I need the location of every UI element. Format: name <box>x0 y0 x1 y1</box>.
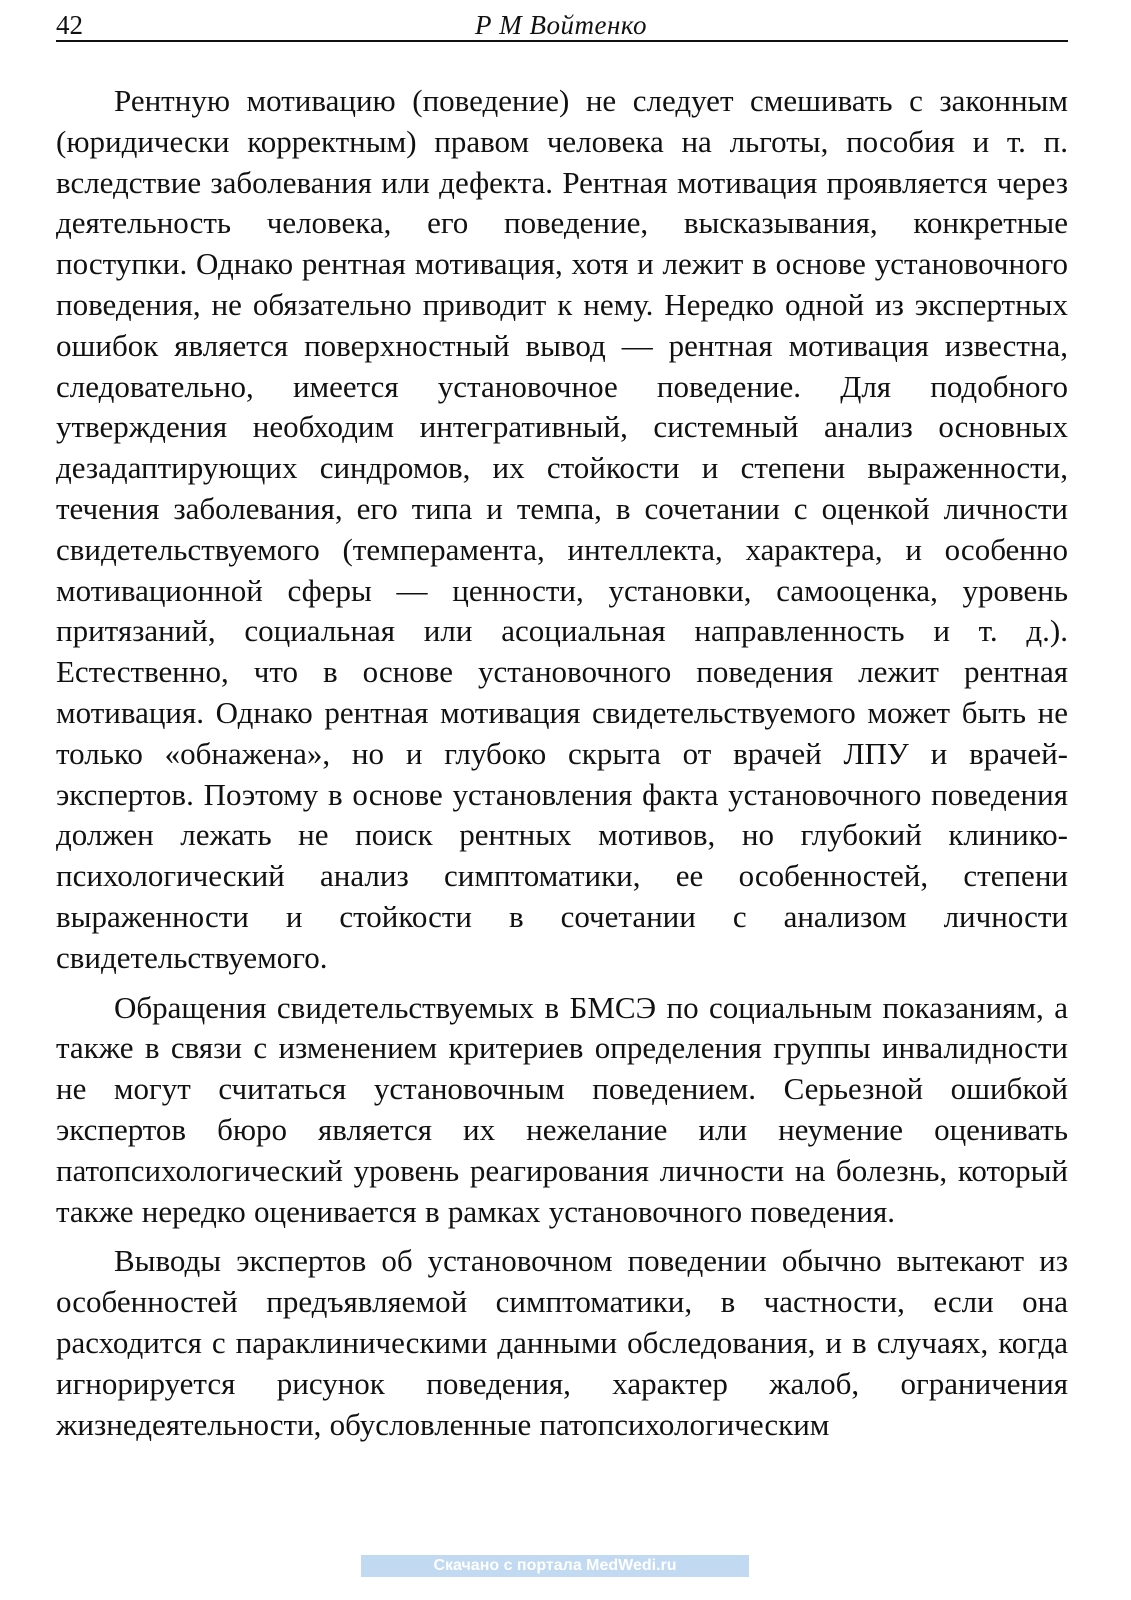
page-number: 42 <box>56 10 83 40</box>
running-head <box>56 6 1066 38</box>
body-text <box>56 81 1068 1454</box>
paragraph-3: Выводы экспертов об установочном поведении обычно вытекают из особенностей предъявляемой симптоматики, в частности, если она расходится с параклиническими данными обследования, и в случаях, когда игнорируется рисунок поведения, характер жалоб, ограничения жизнедеятельности, обусловленные патопсихологическим <box>56 1243 1068 1442</box>
header-divider <box>56 40 1068 42</box>
header-author: Р М Войтенко <box>475 10 647 40</box>
watermark-banner: Скачано с портала MedWedi.ru <box>361 1555 749 1577</box>
paragraph-1: Рентную мотивацию (поведение) не следует смешивать с законным (юридически корректным) правом человека на льготы, пособия и т. п. вследствие заболевания или дефекта. Рентная мотивация проявляется через деятельность человека, его поведение, высказывания, конкретные поступки. Однако рентная мотивация, хотя и лежит в основе установочного поведения, не обязательно приводит к нему. Нередко одной из экспертных ошибок является поверхностный вывод — рентная мотивация известна, следовательно, имеется установочное поведение. Для подобного утверждения необходим интегративный, системный анализ основных дезадаптирующих синдромов, их стойкости и степени выраженности, течения заболевания, его типа и темпа, в сочетании с оценкой личности свидетельствуемого (темперамента, интеллекта, характера, и особенно мотивационной сферы — ценности, установки, самооценка, уровень притязаний, социальная или асоциальная направленность и т. д.). Естественно, что в основе установочного поведения лежит рентная мотивация. Однако рентная мотивация свидетельствуемого может быть не только «обнажена», но и глубоко скрыта от врачей ЛПУ и врачей-экспертов. Поэтому в основе установления факта установочного поведения должен лежать не поиск рентных мотивов, но глубокий клинико-психологический анализ симптоматики, ее особенностей, степени выраженности и стойкости в сочетании с анализом личности свидетельствуемого. <box>56 83 1068 975</box>
paragraph-2: Обращения свидетельствуемых в БМСЭ по социальным показаниям, а также в связи с изменением критериев определения группы инвалидности не могут считаться установочным поведением. Серьезной ошибкой экспертов бюро является их нежелание или неумение оценивать патопсихологический уровень реагирования личности на болезнь, который также нередко оценивается в рамках установочного поведения. <box>56 989 1068 1229</box>
